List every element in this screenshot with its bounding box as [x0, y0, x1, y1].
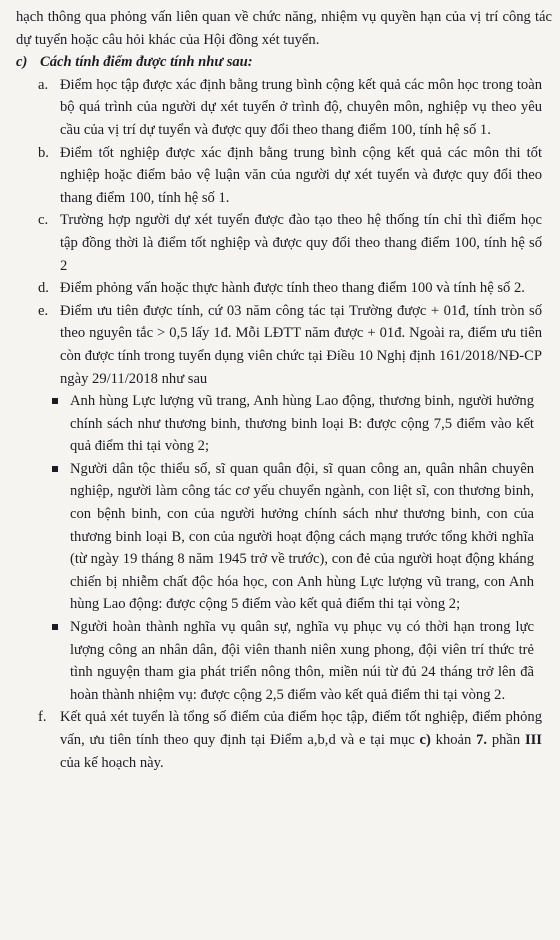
item-a-marker: a. [38, 76, 49, 93]
list-item [48, 616, 552, 706]
item-c [38, 209, 552, 277]
item-f-bold-clause: 7. [476, 732, 488, 748]
list-item [48, 458, 552, 616]
item-f [38, 706, 552, 774]
item-f-text [60, 706, 552, 774]
list-item [48, 390, 552, 458]
bullet-text: Người hoàn thành nghĩa vụ quân sự, nghĩa vụ phục vụ có thời hạn trong lực lượng công an nhân dân, đội viên thanh niên xung phong, đội viên trí thức trẻ tình nguyện tham gia phát triển nông thôn, miền núi từ đủ 24 tháng trở lên đã hoàn thành nhiệm vụ: được cộng 2,5 điểm vào kết quả điểm thi tại vòng 2. [70, 619, 534, 703]
item-f-bold-part: III [524, 732, 542, 748]
square-bullet-icon [48, 390, 70, 458]
section-c-label: c) [16, 54, 28, 71]
item-d [38, 277, 552, 300]
item-e-text: Điểm ưu tiên được tính, cứ 03 năm công tác tại Trường được + 01đ, tính tròn số theo nguyên tắc > 0,5 lấy 1đ. Mỗi LĐTT năm được + 01đ. Ngoài ra, điểm ưu tiên còn được tính trong tuyển dụng viên chức tại Điều 10 Nghị định 161/2018/NĐ-CP ngày 29/11/2018 như sau [60, 302, 542, 387]
item-e-marker: e. [38, 302, 49, 319]
item-f-marker: f. [38, 709, 47, 726]
item-d-text: Điểm phỏng vấn hoặc thực hành được tính theo thang điểm 100 và tính hệ số 2. [60, 280, 525, 297]
square-bullet-icon [48, 458, 70, 616]
section-c-title: Cách tính điểm được tính như sau: [40, 54, 253, 71]
item-a [38, 74, 552, 142]
bullet-text: Anh hùng Lực lượng vũ trang, Anh hùng Lao động, thương binh, người hưởng chính sách như thương binh, thương binh loại B: được cộng 7,5 điểm vào kết quả điểm thi tại vòng 2; [70, 393, 534, 455]
item-c-marker: c. [38, 212, 49, 229]
item-e [38, 300, 552, 390]
item-b-marker: b. [38, 144, 49, 161]
item-b-text: Điểm tốt nghiệp được xác định bằng trung bình cộng kết quả các môn thi tốt nghiệp hoặc điểm bảo vệ luận văn của người dự xét tuyển và được quy đổi theo thang điểm 100, tính hệ số 1. [60, 144, 542, 206]
item-f-text-before: Kết quả xét tuyển là tổng số điểm của điểm học tập, điểm tốt nghiệp, điểm phỏng vấn, ưu tiên tính theo quy định tại Điểm a,b,d và e tại mục [60, 709, 542, 748]
item-f-text-middle-2: phần [487, 732, 525, 748]
item-b [38, 142, 552, 210]
section-c-heading [16, 51, 552, 74]
item-a-text: Điểm học tập được xác định bằng trung bình cộng kết quả các môn học trong toàn bộ quá trình của người dự xét tuyển ở trình độ, chuyên môn, nghiệp vụ theo yêu cầu của vị trí dự tuyển và được quy đổi theo thang điểm 100, tính hệ số 1. [60, 76, 542, 138]
item-f-text-middle: khoản [430, 732, 477, 748]
item-f-bold-section: c) [419, 732, 431, 748]
square-bullet-icon [48, 616, 70, 706]
bullet-text: Người dân tộc thiểu số, sĩ quan quân đội, sĩ quan công an, quân nhân chuyên nghiệp, người làm công tác cơ yếu chuyển ngành, con liệt sĩ, con thương binh, con bệnh binh, con của người hưởng chính sách như thương binh, con của thương binh loại B, con của người hoạt động cách mạng trước tổng khởi nghĩa (từ ngày 19 tháng 8 năm 1945 trở về trước), con đẻ của người hoạt động kháng chiến bị nhiễm chất độc hóa học, con Anh hùng Lực lượng vũ trang, con Anh hùng Lao động: được cộng 5 điểm vào kết quả điểm thi tại vòng 2; [70, 460, 534, 613]
item-d-marker: d. [38, 280, 49, 297]
item-f-text-after: của kế hoạch này. [60, 754, 164, 771]
item-c-text: Trường hợp người dự xét tuyển được đào tạo theo hệ thống tín chỉ thì điểm học tập đồng thời là điểm tốt nghiệp và được quy đổi theo thang điểm 100, tính hệ số 2 [60, 212, 542, 274]
priority-bullet-list [16, 390, 552, 706]
intro-paragraph: hạch thông qua phỏng vấn liên quan về chức năng, nhiệm vụ quyền hạn của vị trí công tác dự tuyển hoặc câu hỏi khác của Hội đồng xét tuyển. [16, 9, 552, 48]
